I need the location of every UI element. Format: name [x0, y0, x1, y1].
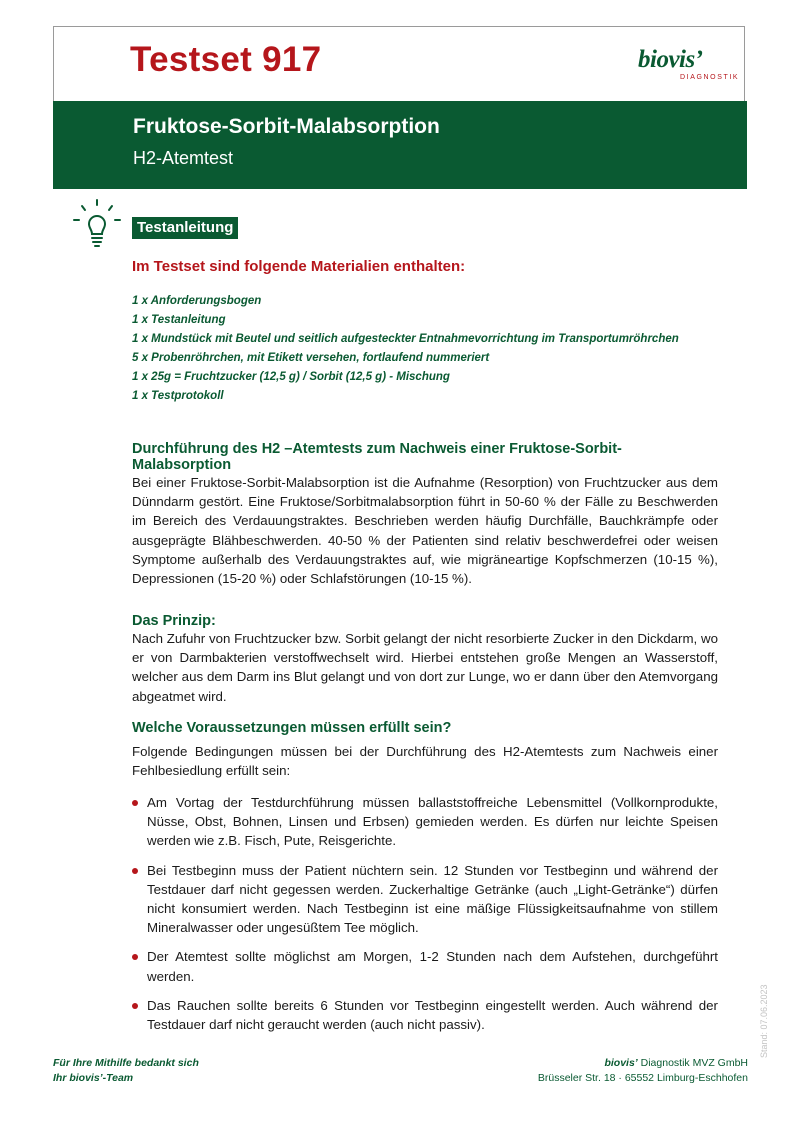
bullet-text: Bei Testbeginn muss der Patient nüchtern sein. 12 Stunden vor Testbeginn und während der Testdauer darf nicht gegessen werden. Zuckerhaltige Getränke (auch „Light-Getränke“) dürfen nicht konsumiert werden. Nach Testbeginn ist eine mäßige Flüssigkeitsaufnahme von stillem Mineralwasser oder ungesüßtem Tee möglich.: [147, 862, 718, 936]
footer-company: [538, 1056, 748, 1071]
section-text: Nach Zufuhr von Fruchtzucker bzw. Sorbit gelangt der nicht resorbierte Zucker in den Dickdarm, wo er von Darmbakterien verstoffwechselt wird. Hierbei entstehen große Mengen an Wasserstoff, welcher aus dem Darm ins Blut gelangt und von dort zur Lunge, wo er dann über den Atemvorgang abgeatmet wird.: [132, 631, 718, 704]
logo-wordmark: biovis’: [638, 46, 703, 73]
bullet-dot-icon: [132, 800, 138, 806]
materials-list: [132, 292, 679, 406]
logo-subtitle: DIAGNOSTIK: [680, 74, 740, 81]
footer-team-line: Ihr biovis’-Team: [53, 1072, 134, 1084]
page-title: Testset 917: [130, 40, 322, 79]
section-text: Folgende Bedingungen müssen bei der Durchführung des H2-Atemtests zum Nachweis einer Fehlbesiedlung erfüllt sein:: [132, 744, 718, 779]
section-principle: [132, 613, 718, 706]
biovis-logo: [638, 46, 744, 86]
footer-address: [538, 1056, 748, 1086]
list-item: [132, 793, 718, 851]
list-item: 5 x Probenröhrchen, mit Etikett versehen, fortlaufend nummeriert: [132, 352, 490, 364]
instructions-badge: Testanleitung: [132, 217, 238, 239]
list-item: 1 x Mundstück mit Beutel und seitlich aufgesteckter Entnahmevorrichtung im Transportumröhrchen: [132, 333, 679, 345]
section-text: Bei einer Fruktose-Sorbit-Malabsorption ist die Aufnahme (Resorption) von Fruchtzucker aus dem Dünndarm gestört. Eine Fruktose/Sorbitmalabsorption führt in 50-60 % der Fälle zu Beschwerden im Bereich des Verdauungstraktes. Beschrieben werden häufig Durchfälle, Bauchkrämpfe oder ausgeprägte Blähbeschwerden. 40-50 % der Patienten sind relativ beschwerdefrei oder weisen Symptome außerhalb des Verdauungstraktes auf, wie migräneartige Kopfschmerzen (10-15 %), Depressionen (15-20 %) oder Schlafstörungen (10-15 %).: [132, 475, 718, 587]
bullet-text: Am Vortag der Testdurchführung müssen ballaststoffreiche Lebensmittel (Vollkornprodukte, Nüsse, Obst, Bohnen, Linsen und Erbsen) gemieden werden. Es dürfen nur leichte Speisen werden wie z.B. Fisch, Pute, Reisgerichte.: [147, 795, 718, 849]
section-heading: Welche Voraussetzungen müssen erfüllt sein?: [132, 720, 452, 736]
bullet-dot-icon: [132, 868, 138, 874]
footer-company-name: Diagnostik MVZ GmbH: [637, 1057, 748, 1069]
band-subtitle: H2-Atemtest: [133, 148, 234, 168]
list-item: [132, 996, 718, 1034]
section-requirements: [132, 720, 718, 780]
lightbulb-icon: [72, 198, 122, 250]
list-item: 1 x 25g = Fruchtzucker (12,5 g) / Sorbit (12,5 g) - Mischung: [132, 371, 450, 383]
footer-thanks: [53, 1056, 199, 1086]
list-item: [132, 947, 718, 985]
list-item: 1 x Anforderungsbogen: [132, 295, 262, 307]
list-item: 1 x Testanleitung: [132, 314, 226, 326]
footer-thanks-line: Für Ihre Mithilfe bedankt sich: [53, 1057, 199, 1069]
bullet-text: Das Rauchen sollte bereits 6 Stunden vor Testbeginn eingestellt werden. Auch während der Testdauer darf nicht geraucht werden (auch nicht passiv).: [147, 997, 718, 1033]
requirements-list: [132, 793, 718, 1044]
bullet-dot-icon: [132, 954, 138, 960]
bullet-text: Der Atemtest sollte möglichst am Morgen, 1-2 Stunden nach dem Aufstehen, durchgeführt werden.: [147, 949, 718, 984]
list-item: 1 x Testprotokoll: [132, 390, 224, 402]
list-item: [132, 861, 718, 938]
footer-street: Brüsseler Str. 18 · 65552 Limburg-Eschhofen: [537, 1072, 748, 1084]
section-procedure: [132, 441, 718, 588]
materials-heading: Im Testset sind folgende Materialien enthalten:: [132, 258, 466, 275]
section-heading: Das Prinzip:: [132, 613, 216, 629]
version-date: Stand: 07.06.2023: [759, 984, 769, 1058]
bullet-dot-icon: [132, 1003, 138, 1009]
title-band: [53, 101, 747, 189]
footer-brand: biovis’: [604, 1057, 638, 1069]
band-title: Fruktose-Sorbit-Malabsorption: [133, 115, 440, 138]
section-heading: Durchführung des H2 –Atemtests zum Nachweis einer Fruktose-Sorbit-Malabsorption: [132, 441, 622, 473]
